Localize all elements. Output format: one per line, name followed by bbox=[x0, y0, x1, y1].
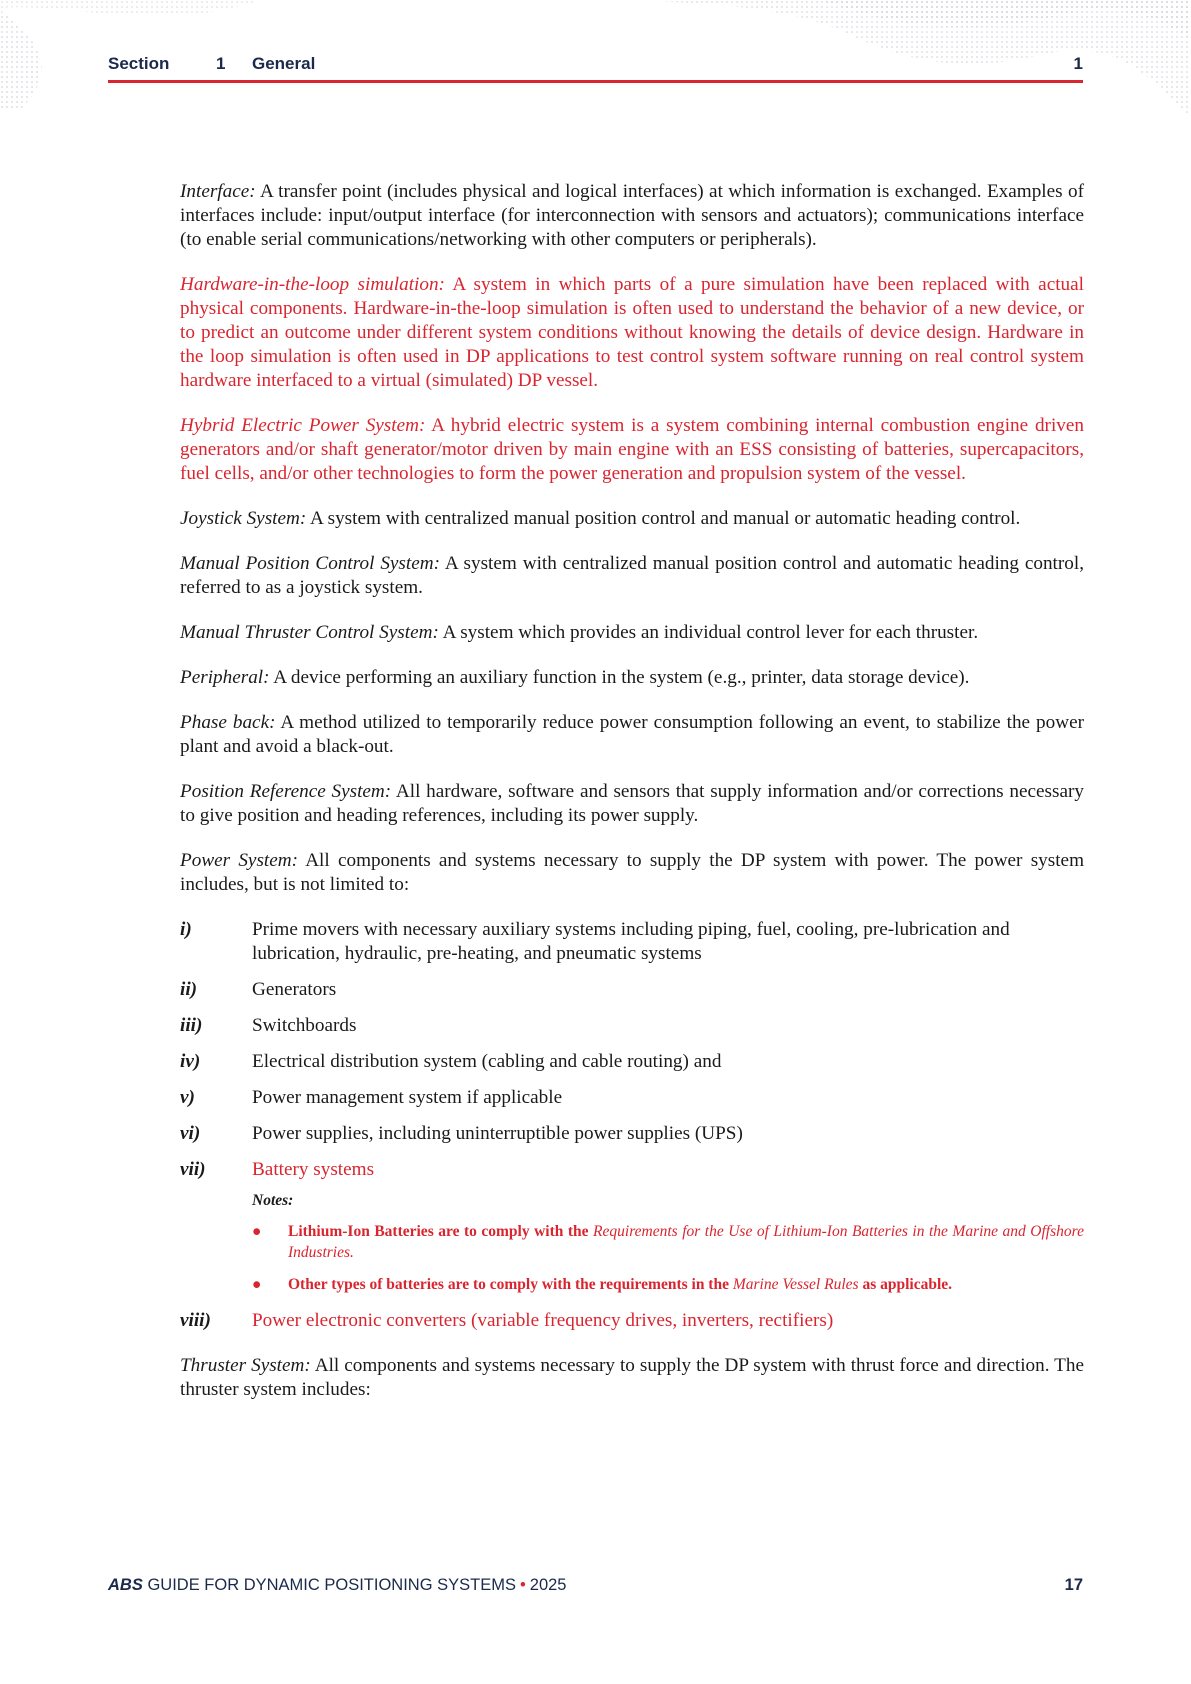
note-text: Other types of batteries are to comply with the requirements in the bbox=[288, 1276, 733, 1293]
notes-block bbox=[180, 1190, 1084, 1295]
definition-term: Hybrid Electric Power System: bbox=[180, 415, 426, 436]
list-text: Prime movers with necessary auxiliary systems including piping, fuel, cooling, pre-lubrication and lubrication, hydraulic, pre-heating, and pneumatic systems bbox=[252, 919, 1010, 964]
definition-text: A system which provides an individual control lever for each thruster. bbox=[442, 622, 979, 643]
page-number: 17 bbox=[1064, 1576, 1083, 1594]
definition-term: Position Reference System: bbox=[180, 781, 392, 802]
note-reference: Marine Vessel Rules bbox=[732, 1276, 859, 1293]
list-text: Switchboards bbox=[252, 1015, 357, 1036]
list-item bbox=[180, 1050, 1084, 1074]
definition-text: A system with centralized manual position control and manual or automatic heading control. bbox=[310, 508, 1021, 529]
definition-text: A system with centralized manual position control and automatic heading control, referred to as a joystick system. bbox=[180, 553, 1085, 598]
list-number: iii) bbox=[180, 1015, 203, 1036]
definition-term: Interface: bbox=[180, 181, 256, 202]
note-item bbox=[252, 1274, 1084, 1295]
list-number: vii) bbox=[180, 1159, 206, 1180]
definition-hil-simulation bbox=[180, 273, 1084, 393]
list-text: Power management system if applicable bbox=[252, 1087, 563, 1108]
list-text: Electrical distribution system (cabling and cable routing) and bbox=[252, 1051, 722, 1072]
definition-manual-position bbox=[180, 552, 1084, 600]
document-title: GUIDE FOR DYNAMIC POSITIONING SYSTEMS bbox=[147, 1576, 516, 1594]
definition-term: Peripheral: bbox=[180, 667, 270, 688]
bullet-icon: ● bbox=[252, 1276, 262, 1293]
list-text: Generators bbox=[252, 979, 337, 1000]
list-item bbox=[180, 1014, 1084, 1038]
list-number: viii) bbox=[180, 1310, 211, 1331]
page-header bbox=[108, 54, 1083, 78]
definition-term: Phase back: bbox=[180, 712, 276, 733]
definition-hybrid-power bbox=[180, 414, 1084, 486]
list-item bbox=[180, 1158, 1084, 1182]
list-number: i) bbox=[180, 919, 192, 940]
list-text: Power supplies, including uninterruptible power supplies (UPS) bbox=[252, 1123, 743, 1144]
power-system-list bbox=[180, 918, 1084, 1333]
definition-term: Hardware-in-the-loop simulation: bbox=[180, 274, 445, 295]
list-number: iv) bbox=[180, 1051, 201, 1072]
list-item bbox=[180, 1309, 1084, 1333]
list-item bbox=[180, 1086, 1084, 1110]
definition-interface bbox=[180, 180, 1084, 252]
header-rule bbox=[108, 80, 1083, 83]
separator-dot: • bbox=[519, 1576, 526, 1594]
section-number: 1 bbox=[216, 54, 226, 73]
brand-logo-text: ABS bbox=[108, 1576, 143, 1594]
definition-text: A method utilized to temporarily reduce power consumption following an event, to stabilize the power plant and avoid a black-out. bbox=[180, 712, 1084, 757]
definition-peripheral bbox=[180, 666, 1084, 690]
list-item bbox=[180, 918, 1084, 966]
definition-text: All components and systems necessary to supply the DP system with power. The power system includes, but is not limited to: bbox=[180, 850, 1084, 895]
definition-text: A hybrid electric system is a system combining internal combustion engine driven generators and/or shaft generator/motor driven by main engine with an ESS consisting of batteries, supercapacitors, fuel cells, and/or other technologies to form the power generation and propulsion system of the vessel. bbox=[180, 415, 1084, 484]
definition-term: Manual Position Control System: bbox=[180, 553, 440, 574]
section-label: Section bbox=[108, 54, 170, 73]
note-item bbox=[252, 1221, 1084, 1263]
document-year: 2025 bbox=[529, 1576, 567, 1594]
definition-manual-thruster bbox=[180, 621, 1084, 645]
definition-term: Thruster System: bbox=[180, 1355, 311, 1376]
footer-title-line bbox=[108, 1576, 566, 1595]
definition-position-reference bbox=[180, 780, 1084, 828]
note-tail: as applicable. bbox=[858, 1276, 953, 1293]
note-reference: Requirements for the Use of Lithium-Ion Batteries in the Marine and Offshore Industries bbox=[288, 1223, 1084, 1261]
list-number: v) bbox=[180, 1087, 195, 1108]
list-number: vi) bbox=[180, 1123, 201, 1144]
section-title: General bbox=[252, 54, 316, 73]
definition-text: A device performing an auxiliary function in the system (e.g., printer, data storage device). bbox=[273, 667, 970, 688]
list-item bbox=[180, 1122, 1084, 1146]
definition-term: Manual Thruster Control System: bbox=[180, 622, 439, 643]
list-text: Power electronic converters (variable frequency drives, inverters, rectifiers) bbox=[252, 1310, 834, 1331]
definition-term: Power System: bbox=[180, 850, 299, 871]
bullet-icon: ● bbox=[252, 1223, 262, 1240]
definition-power-system bbox=[180, 849, 1084, 897]
main-content bbox=[180, 180, 1084, 1423]
note-text: Lithium-Ion Batteries are to comply with the bbox=[288, 1223, 594, 1240]
notes-title: Notes: bbox=[252, 1192, 294, 1209]
list-number: ii) bbox=[180, 979, 198, 1000]
definition-text: All components and systems necessary to supply the DP system with thrust force and direction. The thruster system includes: bbox=[180, 1355, 1084, 1400]
list-item bbox=[180, 978, 1084, 1002]
page-footer bbox=[108, 1576, 1083, 1600]
definition-phase-back bbox=[180, 711, 1084, 759]
definition-joystick bbox=[180, 507, 1084, 531]
definition-text: All hardware, software and sensors that supply information and/or corrections necessary to give position and heading references, including its power supply. bbox=[180, 781, 1084, 826]
definition-term: Joystick System: bbox=[180, 508, 307, 529]
definition-thruster-system bbox=[180, 1354, 1084, 1402]
chapter-number: 1 bbox=[1073, 54, 1083, 73]
list-text: Battery systems bbox=[252, 1159, 375, 1180]
definition-text: A transfer point (includes physical and logical interfaces) at which information is exchanged. Examples of interfaces include: input/output interface (for interconnection with sensors and actuators); communications interface (to enable serial communications/networking with other computers or peripherals). bbox=[180, 181, 1084, 250]
note-tail: . bbox=[350, 1244, 354, 1261]
definition-text: A system in which parts of a pure simulation have been replaced with actual physical components. Hardware-in-the-loop simulation is often used to understand the behavior of a new device, or to predict an outcome under different system conditions without knowing the details of device design. Hardware in the loop simulation is often used in DP applications to test control system software running on real control system hardware interfaced to a virtual (simulated) DP vessel. bbox=[180, 274, 1084, 391]
